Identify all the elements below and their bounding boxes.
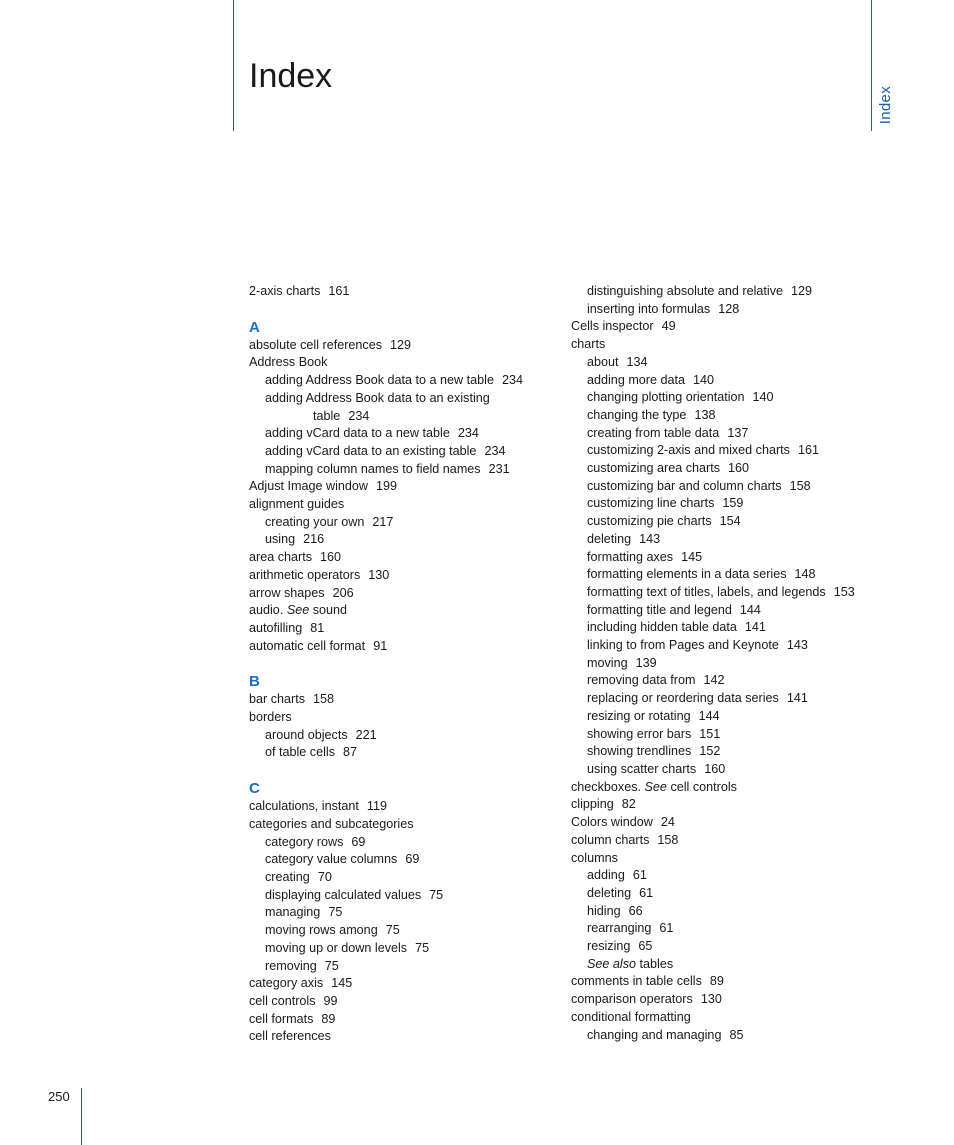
index-entry	[249, 869, 559, 887]
index-entry	[249, 744, 559, 762]
index-entry	[249, 337, 559, 355]
index-entry-term: autofilling	[249, 620, 303, 635]
index-page-number: 206	[332, 585, 354, 600]
index-entry	[571, 318, 891, 336]
index-entry	[571, 602, 891, 620]
index-entry-term: arrow shapes	[249, 585, 325, 600]
index-page-number: 158	[657, 832, 679, 847]
section-side-tab	[877, 86, 901, 128]
index-entry-term: cell controls	[249, 993, 316, 1008]
index-entry-term: distinguishing absolute and relative	[587, 284, 784, 298]
footer-rule	[81, 1088, 82, 1145]
index-page-number: 144	[739, 602, 761, 617]
index-entry-term: changing and managing	[587, 1027, 722, 1042]
index-page-number: 234	[348, 408, 370, 423]
index-entry-term: about	[587, 354, 619, 369]
index-page-number: 140	[752, 390, 774, 405]
index-entry	[571, 973, 891, 991]
index-page-number: 140	[693, 372, 715, 387]
index-see-reference: See also	[587, 956, 637, 971]
index-entry	[571, 372, 891, 390]
index-entry-term: category rows	[265, 834, 344, 849]
index-entry-term: adding Address Book data to a new table	[265, 373, 494, 388]
index-page-number: 61	[639, 885, 654, 900]
index-page-number: 145	[681, 549, 703, 564]
index-page-number: 160	[320, 550, 342, 565]
index-entry	[249, 958, 559, 976]
index-page-number: 129	[390, 337, 412, 352]
index-entry	[571, 495, 891, 513]
index-entry-term: arithmetic operators	[249, 567, 361, 582]
index-entry-term: adding	[587, 868, 625, 883]
index-entry	[571, 796, 891, 814]
index-see-target: sound	[312, 603, 348, 618]
index-entry-term: cell formats	[249, 1011, 314, 1026]
index-entry	[249, 443, 559, 461]
index-page-number: 119	[366, 799, 387, 814]
index-entry	[571, 743, 891, 761]
index-entry-term: adding vCard data to a new table	[265, 426, 450, 441]
index-entry-term: inserting into formulas	[587, 301, 711, 316]
index-page-number: 144	[698, 708, 720, 723]
index-page-number: 89	[709, 974, 724, 989]
header-rule-right	[871, 0, 872, 131]
index-page-number: 129	[791, 284, 813, 298]
index-entry	[249, 461, 559, 479]
index-see-reference: See	[286, 603, 310, 618]
index-page-number: 130	[368, 567, 390, 582]
index-page-number: 70	[317, 869, 332, 884]
index-page-number: 158	[789, 478, 811, 493]
index-entry-term: absolute cell references	[249, 337, 383, 352]
index-entry-term: clipping	[571, 797, 614, 812]
index-page-number: 75	[324, 958, 339, 973]
index-entry-term: adding vCard data to an existing table	[265, 443, 477, 458]
index-entry	[249, 390, 559, 408]
index-column-right	[571, 283, 891, 1044]
index-entry-term: adding more data	[587, 372, 686, 387]
index-entry-term: removing data from	[587, 673, 696, 688]
index-entry-term: managing	[265, 905, 321, 920]
index-entry-term: audio.	[249, 603, 284, 618]
index-entry-term: customizing bar and column charts	[587, 478, 782, 493]
index-entry	[571, 407, 891, 425]
index-entry	[249, 602, 559, 620]
index-entry-term: deleting	[587, 531, 632, 546]
index-page-number: 154	[719, 514, 741, 529]
index-page-number: 61	[659, 921, 674, 936]
index-entry-term: Colors window	[571, 815, 653, 830]
index-entry-term: mapping column names to field names	[265, 461, 481, 476]
index-entry-term: Cells inspector	[571, 319, 654, 334]
index-page-number: 143	[786, 638, 808, 653]
index-page-number: 160	[704, 761, 726, 776]
index-entry-term: including hidden table data	[587, 620, 737, 635]
index-page-number: 75	[429, 887, 444, 902]
index-entry	[249, 638, 559, 656]
index-page-number: 69	[351, 834, 366, 849]
index-entry	[571, 566, 891, 584]
index-entry	[571, 442, 891, 460]
index-entry	[249, 372, 559, 390]
index-entry	[571, 513, 891, 531]
index-entry	[571, 283, 891, 301]
index-entry-term: formatting elements in a data series	[587, 567, 787, 582]
index-entry-term: category value columns	[265, 852, 398, 867]
index-entry-term: category axis	[249, 976, 324, 991]
index-entry	[571, 991, 891, 1009]
index-page-number: 159	[722, 496, 744, 511]
index-entry	[249, 922, 559, 940]
index-entry-term: creating	[265, 869, 310, 884]
index-entry-term: Address Book	[249, 355, 328, 370]
index-entry-term: formatting title and legend	[587, 602, 732, 617]
index-entry	[571, 389, 891, 407]
index-entry	[249, 851, 559, 869]
index-entry	[571, 761, 891, 779]
index-entry-term: moving	[587, 655, 628, 670]
index-entry-term: Adjust Image window	[249, 479, 369, 494]
index-entry	[571, 301, 891, 319]
index-entry-term: around objects	[265, 727, 348, 742]
index-entry	[249, 816, 559, 834]
index-entry	[249, 514, 559, 532]
index-entry	[249, 993, 559, 1011]
index-page-number: 87	[343, 745, 358, 760]
index-entry	[249, 531, 559, 549]
index-entry	[571, 814, 891, 832]
index-letter-heading: A	[249, 318, 260, 336]
index-page-number: 66	[628, 903, 643, 918]
index-entry	[249, 425, 559, 443]
index-page-number: 82	[621, 797, 636, 812]
index-page-number: 234	[501, 373, 523, 388]
index-page-number: 24	[660, 815, 675, 830]
index-entry	[249, 691, 559, 709]
index-entry	[571, 425, 891, 443]
index-entry-term: comparison operators	[571, 992, 693, 1007]
index-entry	[249, 408, 559, 426]
index-see-target: cell controls	[670, 779, 737, 794]
index-entry-term: linking to from Pages and Keynote	[587, 638, 779, 653]
index-entry-term: checkboxes.	[571, 779, 642, 794]
index-page-number: 148	[794, 567, 816, 582]
index-entry-term: changing plotting orientation	[587, 390, 745, 405]
index-entry	[571, 903, 891, 921]
index-entry-term: categories and subcategories	[249, 816, 414, 831]
index-page-number: 141	[786, 691, 808, 706]
index-page-number: 75	[415, 940, 430, 955]
index-entry-term: using scatter charts	[587, 761, 697, 776]
index-page-number: 138	[694, 407, 716, 422]
index-page-number: 130	[700, 992, 722, 1007]
index-column-left	[249, 283, 559, 1046]
index-entry-term: 2-axis charts	[249, 284, 321, 298]
index-page-number: 75	[328, 905, 343, 920]
index-page-number: 153	[833, 584, 855, 599]
index-entry-term: customizing line charts	[587, 496, 715, 511]
index-page-number: 231	[488, 461, 510, 476]
index-page-number: 161	[328, 284, 350, 298]
index-entry-term: customizing area charts	[587, 461, 720, 476]
index-entry	[571, 920, 891, 938]
index-entry	[571, 708, 891, 726]
index-entry	[571, 867, 891, 885]
index-entry	[571, 655, 891, 673]
index-entry	[571, 1027, 891, 1045]
index-entry	[249, 620, 559, 638]
index-entry	[249, 496, 559, 514]
index-page-number: 81	[310, 620, 325, 635]
index-entry-term: resizing or rotating	[587, 708, 691, 723]
index-letter-heading: B	[249, 673, 260, 691]
index-page-number: 85	[729, 1027, 744, 1042]
index-entry	[571, 1009, 891, 1027]
index-entry	[571, 672, 891, 690]
index-entry	[249, 727, 559, 745]
index-entry-term: replacing or reordering data series	[587, 691, 779, 706]
index-entry	[571, 619, 891, 637]
index-entry	[249, 1028, 559, 1046]
index-entry	[249, 887, 559, 905]
index-entry	[249, 549, 559, 567]
index-entry	[571, 690, 891, 708]
section-side-tab-label: Index	[877, 86, 894, 125]
index-page-number: 69	[405, 852, 420, 867]
index-entry	[571, 478, 891, 496]
index-page-number: 234	[457, 426, 479, 441]
index-entry	[571, 637, 891, 655]
index-entry-term: bar charts	[249, 692, 305, 707]
index-page-number: 160	[728, 461, 750, 476]
index-entry-term: area charts	[249, 550, 312, 565]
index-entry-term: hiding	[587, 903, 621, 918]
index-entry-term: customizing 2-axis and mixed charts	[587, 443, 790, 458]
index-entry-term: showing trendlines	[587, 744, 692, 759]
index-page-number: 151	[699, 726, 721, 741]
index-page-number: 141	[744, 620, 766, 635]
index-entry-term: charts	[571, 337, 606, 352]
index-entry-term: table	[313, 408, 341, 423]
index-page-number: 158	[313, 692, 335, 707]
index-page-number: 99	[323, 993, 338, 1008]
index-entry	[571, 938, 891, 956]
index-entry-term: creating from table data	[587, 425, 720, 440]
index-entry-term: moving rows among	[265, 923, 378, 938]
index-entry	[249, 478, 559, 496]
index-entry-term: removing	[265, 958, 317, 973]
index-entry-term: showing error bars	[587, 726, 692, 741]
index-entry	[249, 585, 559, 603]
index-page-number: 91	[373, 638, 388, 653]
index-entry	[249, 1011, 559, 1029]
index-page-number: 61	[632, 868, 647, 883]
index-entry	[571, 531, 891, 549]
index-page-number: 161	[797, 443, 819, 458]
index-entry-term: comments in table cells	[571, 974, 702, 989]
index-entry-term: changing the type	[587, 407, 687, 422]
index-entry-term: alignment guides	[249, 497, 345, 512]
index-entry	[571, 956, 891, 974]
index-entry-term: of table cells	[265, 745, 336, 760]
index-entry-term: resizing	[587, 939, 631, 954]
index-page-number: 65	[638, 939, 653, 954]
index-entry	[249, 354, 559, 372]
index-entry-term: deleting	[587, 885, 632, 900]
page-title: Index	[249, 57, 333, 95]
index-entry	[571, 354, 891, 372]
index-entry-term: automatic cell format	[249, 638, 366, 653]
index-page-number: 216	[303, 532, 325, 547]
index-page-number: 75	[385, 923, 400, 938]
index-entry-term: conditional formatting	[571, 1009, 691, 1024]
index-page-number: 234	[484, 443, 506, 458]
index-entry	[571, 584, 891, 602]
index-see-reference: See	[644, 779, 667, 794]
index-page-number: 142	[703, 673, 725, 688]
index-page-number: 139	[635, 655, 657, 670]
index-entry-term: formatting axes	[587, 549, 674, 564]
index-letter-heading: C	[249, 780, 260, 798]
index-entry-term: borders	[249, 710, 292, 725]
index-entry	[249, 283, 559, 301]
index-page-number: 152	[699, 744, 721, 759]
index-entry	[249, 709, 559, 727]
index-entry	[571, 726, 891, 744]
header-rule-left	[233, 0, 234, 131]
index-entry	[571, 336, 891, 354]
index-page-number: 145	[331, 976, 353, 991]
index-entry	[249, 567, 559, 585]
index-entry-term: rearranging	[587, 921, 652, 936]
index-page-number: 89	[321, 1011, 336, 1026]
index-page-number: 128	[718, 301, 740, 316]
index-entry-term: adding Address Book data to an existing	[265, 390, 490, 405]
index-entry	[571, 549, 891, 567]
index-entry	[571, 779, 891, 797]
index-entry	[249, 904, 559, 922]
index-entry	[571, 460, 891, 478]
index-page-number: 221	[355, 727, 377, 742]
index-entry-term: columns	[571, 850, 618, 865]
index-entry-term: displaying calculated values	[265, 887, 422, 902]
index-page-number: 137	[727, 425, 749, 440]
index-entry-term: customizing pie charts	[587, 514, 712, 529]
page-number: 250	[48, 1089, 70, 1104]
index-entry-term: using	[265, 532, 296, 547]
index-entry	[571, 885, 891, 903]
index-entry	[571, 850, 891, 868]
index-entry-term: creating your own	[265, 514, 365, 529]
index-entry-term: calculations, instant	[249, 799, 359, 814]
index-page-number: 49	[661, 319, 676, 334]
index-page-number: 199	[376, 479, 398, 494]
index-entry	[249, 975, 559, 993]
index-entry	[249, 940, 559, 958]
index-see-target: tables	[639, 956, 674, 971]
index-entry-term: column charts	[571, 832, 650, 847]
index-page-number: 217	[372, 514, 394, 529]
index-page-number: 143	[639, 531, 661, 546]
index-entry-term: cell references	[249, 1029, 331, 1044]
index-entry	[571, 832, 891, 850]
index-page-number: 134	[626, 354, 648, 369]
index-entry	[249, 834, 559, 852]
index-entry-term: moving up or down levels	[265, 940, 408, 955]
index-entry	[249, 798, 559, 816]
index-entry-term: formatting text of titles, labels, and legends	[587, 584, 826, 599]
